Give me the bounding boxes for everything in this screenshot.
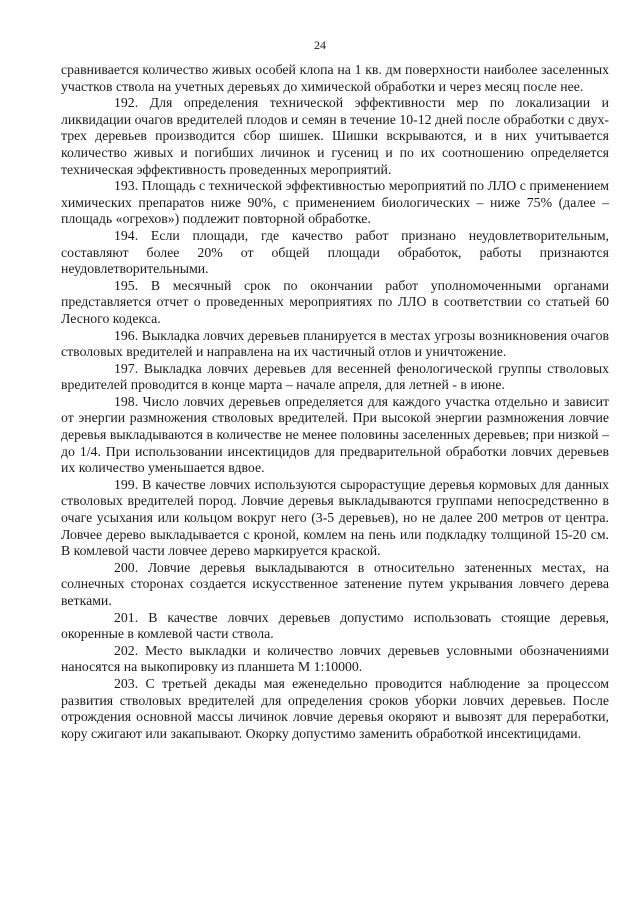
paragraph-text: Если площади, где качество работ признано неудовлетворительным, составляют более 20% от общей площади обработок, работы признаются неудовлетворительными. bbox=[61, 227, 610, 277]
paragraph-201 bbox=[61, 610, 609, 643]
paragraph-number: 201. bbox=[114, 609, 139, 625]
paragraph-text: Выкладка ловчих деревьев для весенней фенологической группы стволовых вредителей проводится в конце марта – начале апреля, для летней - в июне. bbox=[61, 360, 610, 393]
paragraph-199 bbox=[61, 477, 609, 560]
paragraph-203 bbox=[61, 676, 609, 742]
paragraph-text: Для определения технической эффективности мер по локализации и ликвидации очагов вредителей плодов и семян в течение 10-12 дней после обработки с двух-трех деревьев производится сбор шишек. Шишки вскрываются, и в них учитывается количество живых и погибших личинок и гусениц и по их соотношению определяется техническая эффективность проведенных мероприятий. bbox=[61, 95, 610, 177]
paragraph-197 bbox=[61, 361, 609, 394]
paragraph-193 bbox=[61, 178, 609, 228]
paragraph-text: С третьей декады мая еженедельно проводится наблюдение за процессом развития стволовых вредителей для определения сроков уборки ловчих деревьев. После отрождения основной массы личинок ловчие деревья окоряют и вывозят для переработки, кору сжигают или закапывают. Окорку допустимо заменить обработкой инсектицидами. bbox=[61, 675, 609, 741]
paragraph-text: В качестве ловчих деревьев допустимо использовать стоящие деревья, окоренные в комлевой части ствола. bbox=[61, 609, 610, 642]
paragraph-196 bbox=[61, 328, 609, 361]
paragraph-number: 199. bbox=[114, 476, 139, 492]
paragraph-202 bbox=[61, 643, 609, 676]
paragraph-194 bbox=[61, 228, 609, 278]
paragraph-text: Место выкладки и количество ловчих деревьев условными обозначениями наносятся на выкопировку из планшета М 1:10000. bbox=[61, 642, 609, 675]
paragraph-number: 200. bbox=[114, 559, 139, 575]
paragraph-198 bbox=[61, 394, 609, 477]
paragraph-number: 193. bbox=[114, 178, 139, 194]
paragraph-text: Число ловчих деревьев определяется для каждого участка отдельно и зависит от энергии размножения стволовых вредителей. При высокой энергии размножения ловчие деревья выкладываются в количестве не менее половины заселенных деревьев; при низкой – до 1/4. При использовании инсектицидов для предварительной обработки ловчих деревьев их количество уменьшается вдвое. bbox=[61, 393, 610, 476]
paragraph-200 bbox=[61, 560, 609, 610]
paragraph-number: 203. bbox=[114, 675, 139, 691]
paragraph-text: В качестве ловчих используются сырорастущие деревья кормовых для данных стволовых вредителей пород. Ловчие деревья выкладываются группами непосредственно в очаге усыхания или кольцом вокруг него (3-5 деревьев), но не далее 200 метров от центра. Ловчее дерево выкладывается с кроной, комлем на пень или подкладку толщиной 15-20 см. В комлевой части ловчее дерево маркируется краской. bbox=[61, 476, 610, 559]
paragraph-text: В месячный срок по окончании работ уполномоченными органами представляется отчет о проведенных мероприятиях по ЛЛО в соответствии со статьей 60 Лесного кодекса. bbox=[61, 277, 610, 326]
page-number: 24 bbox=[314, 38, 326, 52]
paragraph-text: Выкладка ловчих деревьев планируется в местах угрозы возникновения очагов стволовых вредителей и направлена на их частичный отлов и уничтожение. bbox=[61, 327, 610, 360]
paragraph-number: 202. bbox=[114, 642, 139, 658]
paragraph-number: 198. bbox=[114, 393, 139, 409]
paragraph-number: 192. bbox=[114, 95, 139, 111]
paragraph-number: 194. bbox=[114, 227, 139, 243]
paragraph-continued bbox=[61, 62, 609, 95]
paragraph-number: 196. bbox=[114, 327, 139, 343]
paragraph-number: 197. bbox=[114, 360, 139, 376]
paragraph-text: Ловчие деревья выкладываются в относительно затененных местах, на солнечных сторонах создается искусственное затенение путем укрывания ловчего дерева ветками. bbox=[61, 559, 609, 608]
paragraph-number: 195. bbox=[114, 277, 139, 293]
paragraph-text: Площадь с технической эффективностью мероприятий по ЛЛО с применением химических препаратов ниже 90%, с применением биологических – ниже 75% (далее – площадь «огрехов») подлежит повторной обработке. bbox=[61, 178, 609, 227]
paragraph-text: сравнивается количество живых особей клопа на 1 кв. дм поверхности наиболее заселенных участков ствола на учетных деревьях до химической обработки и через месяц после нее. bbox=[61, 62, 609, 94]
paragraph-192 bbox=[61, 95, 609, 178]
paragraph-195 bbox=[61, 278, 609, 328]
document-body bbox=[61, 62, 609, 742]
